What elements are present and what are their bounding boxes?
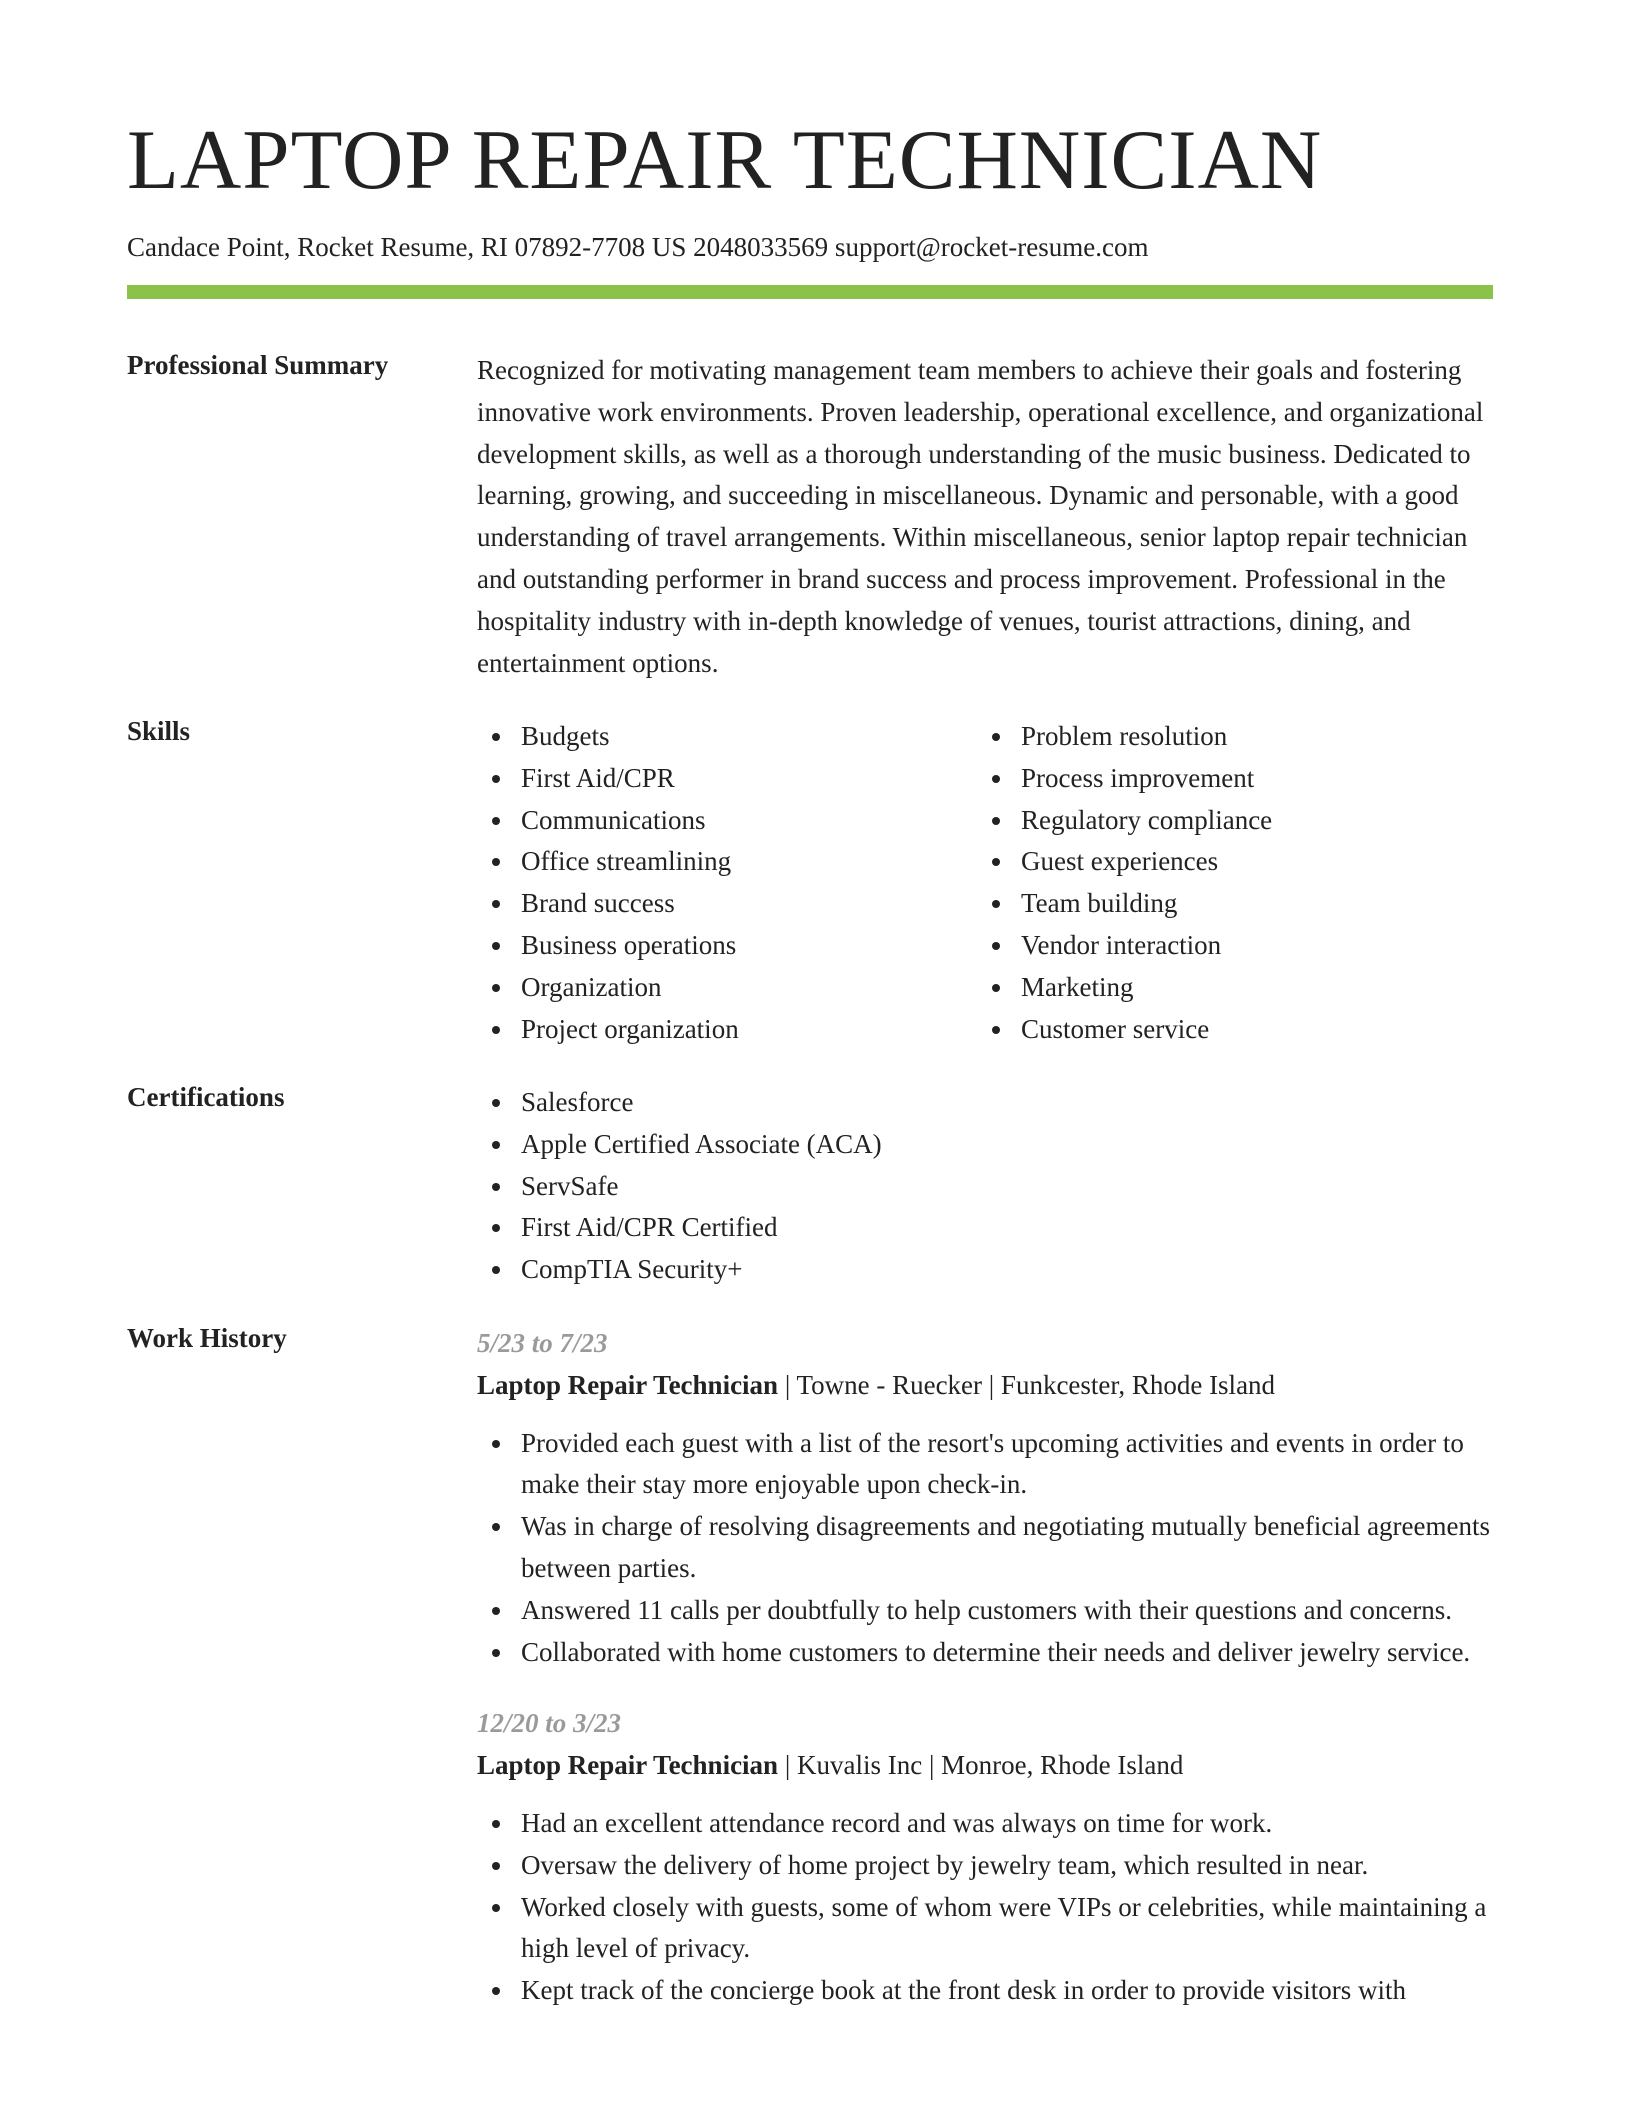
skill-item: Marketing bbox=[1021, 967, 1477, 1009]
skill-item: Brand success bbox=[521, 883, 977, 925]
job-details: | Kuvalis Inc | Monroe, Rhode Island bbox=[778, 1750, 1184, 1781]
summary-text: Recognized for motivating management team members to achieve their goals and fostering innovative work environments. Proven leadership, operational excellence, and organizational development skills, as well as a thorough understanding of the music business. Dedicated to learning, growing, and succeeding in miscellaneous. Dynamic and personable, with a good understanding of travel arrangements. Within miscellaneous, senior laptop repair technician and outstanding performer in brand success and process improvement. Professional in the hospitality industry with in-depth knowledge of venues, tourist attractions, dining, and entertainment options. bbox=[477, 355, 1484, 678]
skill-item: Problem resolution bbox=[1021, 716, 1477, 758]
job-bullet: Worked closely with guests, some of whom were VIPs or celebrities, while maintaining a high level of privacy. bbox=[521, 1887, 1493, 1971]
summary-label: Professional Summary bbox=[127, 350, 389, 380]
job-dates: 5/23 to 7/23 bbox=[477, 1328, 608, 1358]
certification-item: First Aid/CPR Certified bbox=[521, 1207, 1493, 1249]
job-heading bbox=[477, 1365, 1493, 1407]
certification-item: ServSafe bbox=[521, 1166, 1493, 1208]
skills-label: Skills bbox=[127, 716, 191, 746]
certification-item: Apple Certified Associate (ACA) bbox=[521, 1124, 1493, 1166]
skills-list-right bbox=[977, 716, 1477, 1050]
certification-item: CompTIA Security+ bbox=[521, 1249, 1493, 1291]
skills-column-right bbox=[977, 716, 1477, 1050]
skill-item: Guest experiences bbox=[1021, 841, 1477, 883]
job-title: Laptop Repair Technician bbox=[477, 1369, 779, 1400]
skill-item: Project organization bbox=[521, 1009, 977, 1051]
skill-item: Process improvement bbox=[1021, 758, 1477, 800]
skill-item: Office streamlining bbox=[521, 841, 977, 883]
work-history-body bbox=[477, 1323, 1493, 2012]
skill-item: First Aid/CPR bbox=[521, 758, 977, 800]
header-divider bbox=[127, 285, 1493, 299]
job-bullet: Kept track of the concierge book at the front desk in order to provide visitors with bbox=[521, 1970, 1493, 2012]
skills-column-left bbox=[477, 716, 977, 1050]
certifications-label: Certifications bbox=[127, 1082, 285, 1112]
job-bullet: Was in charge of resolving disagreements and negotiating mutually beneficial agreements between parties. bbox=[521, 1506, 1493, 1590]
job-bullet: Had an excellent attendance record and was always on time for work. bbox=[521, 1803, 1493, 1845]
certifications-body bbox=[477, 1082, 1493, 1291]
certifications-list bbox=[477, 1082, 1493, 1291]
contact-line: Candace Point, Rocket Resume, RI 07892-7708 US 2048033569 support@rocket-resume.com bbox=[127, 232, 1149, 262]
skill-item: Vendor interaction bbox=[1021, 925, 1477, 967]
work-history-label: Work History bbox=[127, 1323, 287, 1353]
skill-item: Customer service bbox=[1021, 1009, 1477, 1051]
job-bullet: Answered 11 calls per doubtfully to help customers with their questions and concerns. bbox=[521, 1590, 1493, 1632]
skills-list-left bbox=[477, 716, 977, 1050]
skill-item: Regulatory compliance bbox=[1021, 800, 1477, 842]
job-bullet: Provided each guest with a list of the resort's upcoming activities and events in order to make their stay more enjoyable upon check-in. bbox=[521, 1423, 1493, 1507]
skill-item: Team building bbox=[1021, 883, 1477, 925]
job-heading bbox=[477, 1745, 1493, 1787]
job-bullets bbox=[477, 1803, 1493, 2012]
skill-item: Organization bbox=[521, 967, 977, 1009]
certification-item: Salesforce bbox=[521, 1082, 1493, 1124]
job-details: | Towne - Ruecker | Funkcester, Rhode Island bbox=[778, 1369, 1276, 1400]
job-entry bbox=[477, 1703, 1493, 2012]
skill-item: Communications bbox=[521, 800, 977, 842]
skill-item: Business operations bbox=[521, 925, 977, 967]
job-bullets bbox=[477, 1423, 1493, 1674]
summary-body bbox=[477, 350, 1493, 684]
resume-title: LAPTOP REPAIR TECHNICIAN bbox=[127, 113, 1323, 207]
job-title: Laptop Repair Technician bbox=[477, 1750, 779, 1781]
skill-item: Budgets bbox=[521, 716, 977, 758]
job-dates: 12/20 to 3/23 bbox=[477, 1708, 622, 1739]
job-bullet: Collaborated with home customers to determine their needs and deliver jewelry service. bbox=[521, 1632, 1493, 1674]
job-entry bbox=[477, 1323, 1493, 1673]
skills-body bbox=[477, 716, 1493, 1050]
job-bullet: Oversaw the delivery of home project by jewelry team, which resulted in near. bbox=[521, 1845, 1493, 1887]
